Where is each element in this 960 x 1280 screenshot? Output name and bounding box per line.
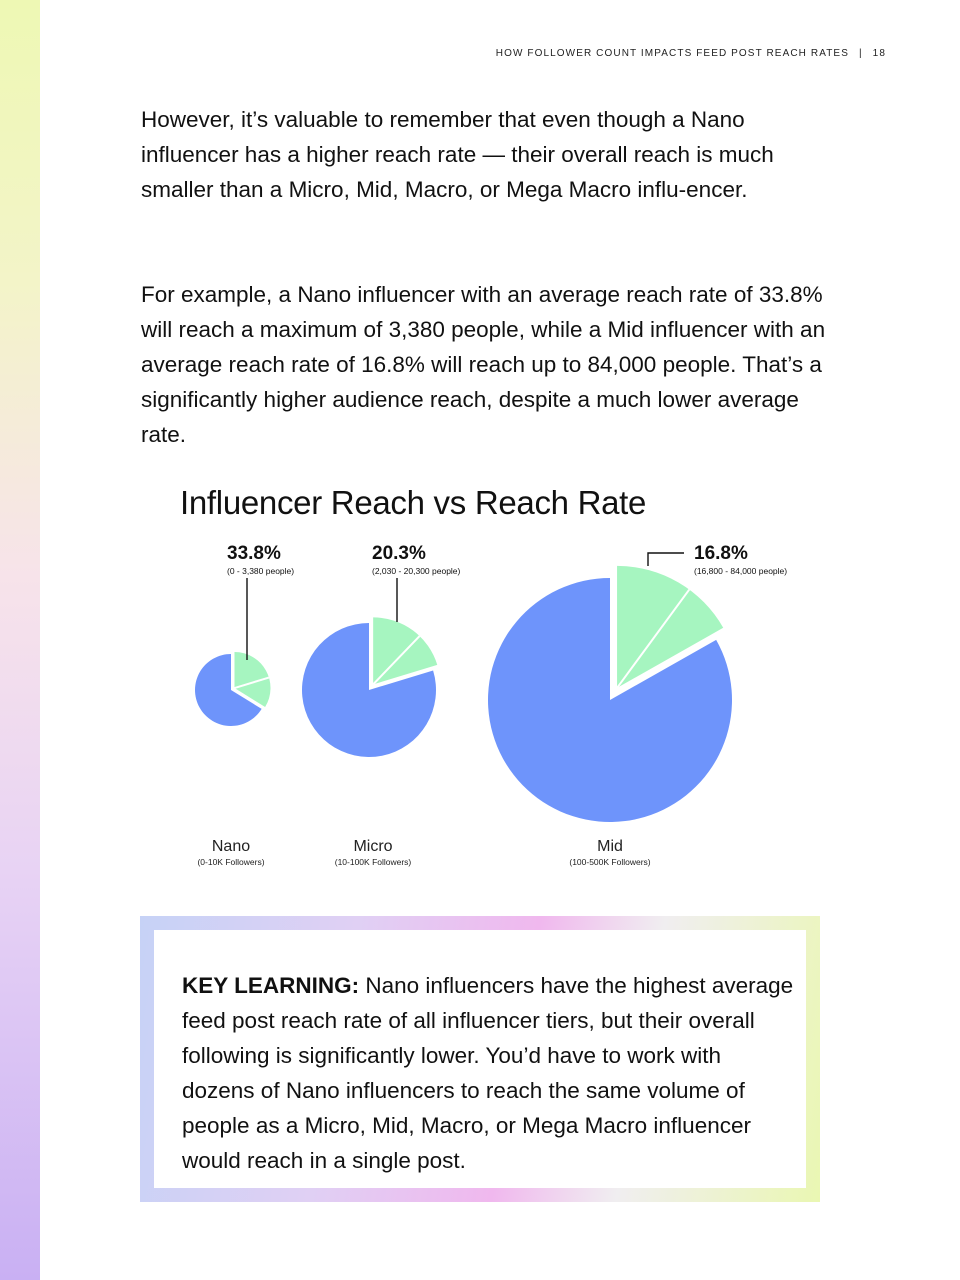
pie-micro-followers: (10-100K Followers) [334,857,412,867]
key-learning-label: KEY LEARNING: [182,973,360,998]
key-learning-text [182,968,794,1178]
pie-mid-rate-label: 16.8% [694,543,748,564]
key-learning-body: Nano influencers have the highest average feed post reach rate of all influencer tiers, but their overall following is significantly lower. You’d have to work with dozens of Nano influencers to reach the same volume of people as a Micro, Mid, Macro, or Mega Macro influencer would reach in a single post. [182,973,794,1173]
pie-micro-tier-name: Micro [353,838,393,855]
pie-mid-tier-name: Mid [597,838,623,855]
chart-title: Influencer Reach vs Reach Rate [180,484,647,521]
header-separator: | [858,48,863,59]
pie-mid-leader-line [648,553,684,566]
pie-micro-reach-range: (2,030 - 20,300 people) [372,566,461,576]
pie-mid-followers: (100-500K Followers) [569,857,651,867]
pie-micro-rate-label: 20.3% [372,543,426,564]
key-learning-box [140,916,820,1202]
pie-nano-reach-range: (0 - 3,380 people) [227,566,295,576]
pie-nano-rate-label: 33.8% [227,543,281,564]
pie-nano-followers: (0-10K Followers) [197,857,265,867]
page-number: 18 [872,48,886,59]
pie-mid-reach-range: (16,800 - 84,000 people) [694,566,788,576]
body-paragraph-2: For example, a Nano influencer with an average reach rate of 33.8% will reach a maximum of 3,380 people, while a Mid influencer with an average reach rate of 16.8% will reach up to 84,000 people. That’s a significantly higher audience reach, despite a much lower average rate. [141,282,826,447]
running-title: HOW FOLLOWER COUNT IMPACTS FEED POST REACH RATES [495,48,849,59]
body-paragraph-1: However, it’s valuable to remember that even though a Nano influencer has a higher reach rate — their overall reach is much smaller than a Micro, Mid, Macro, or Mega Macro influ-encer. [141,107,774,202]
pie-nano-tier-name: Nano [211,838,251,855]
key-learning-inner [154,930,806,1188]
